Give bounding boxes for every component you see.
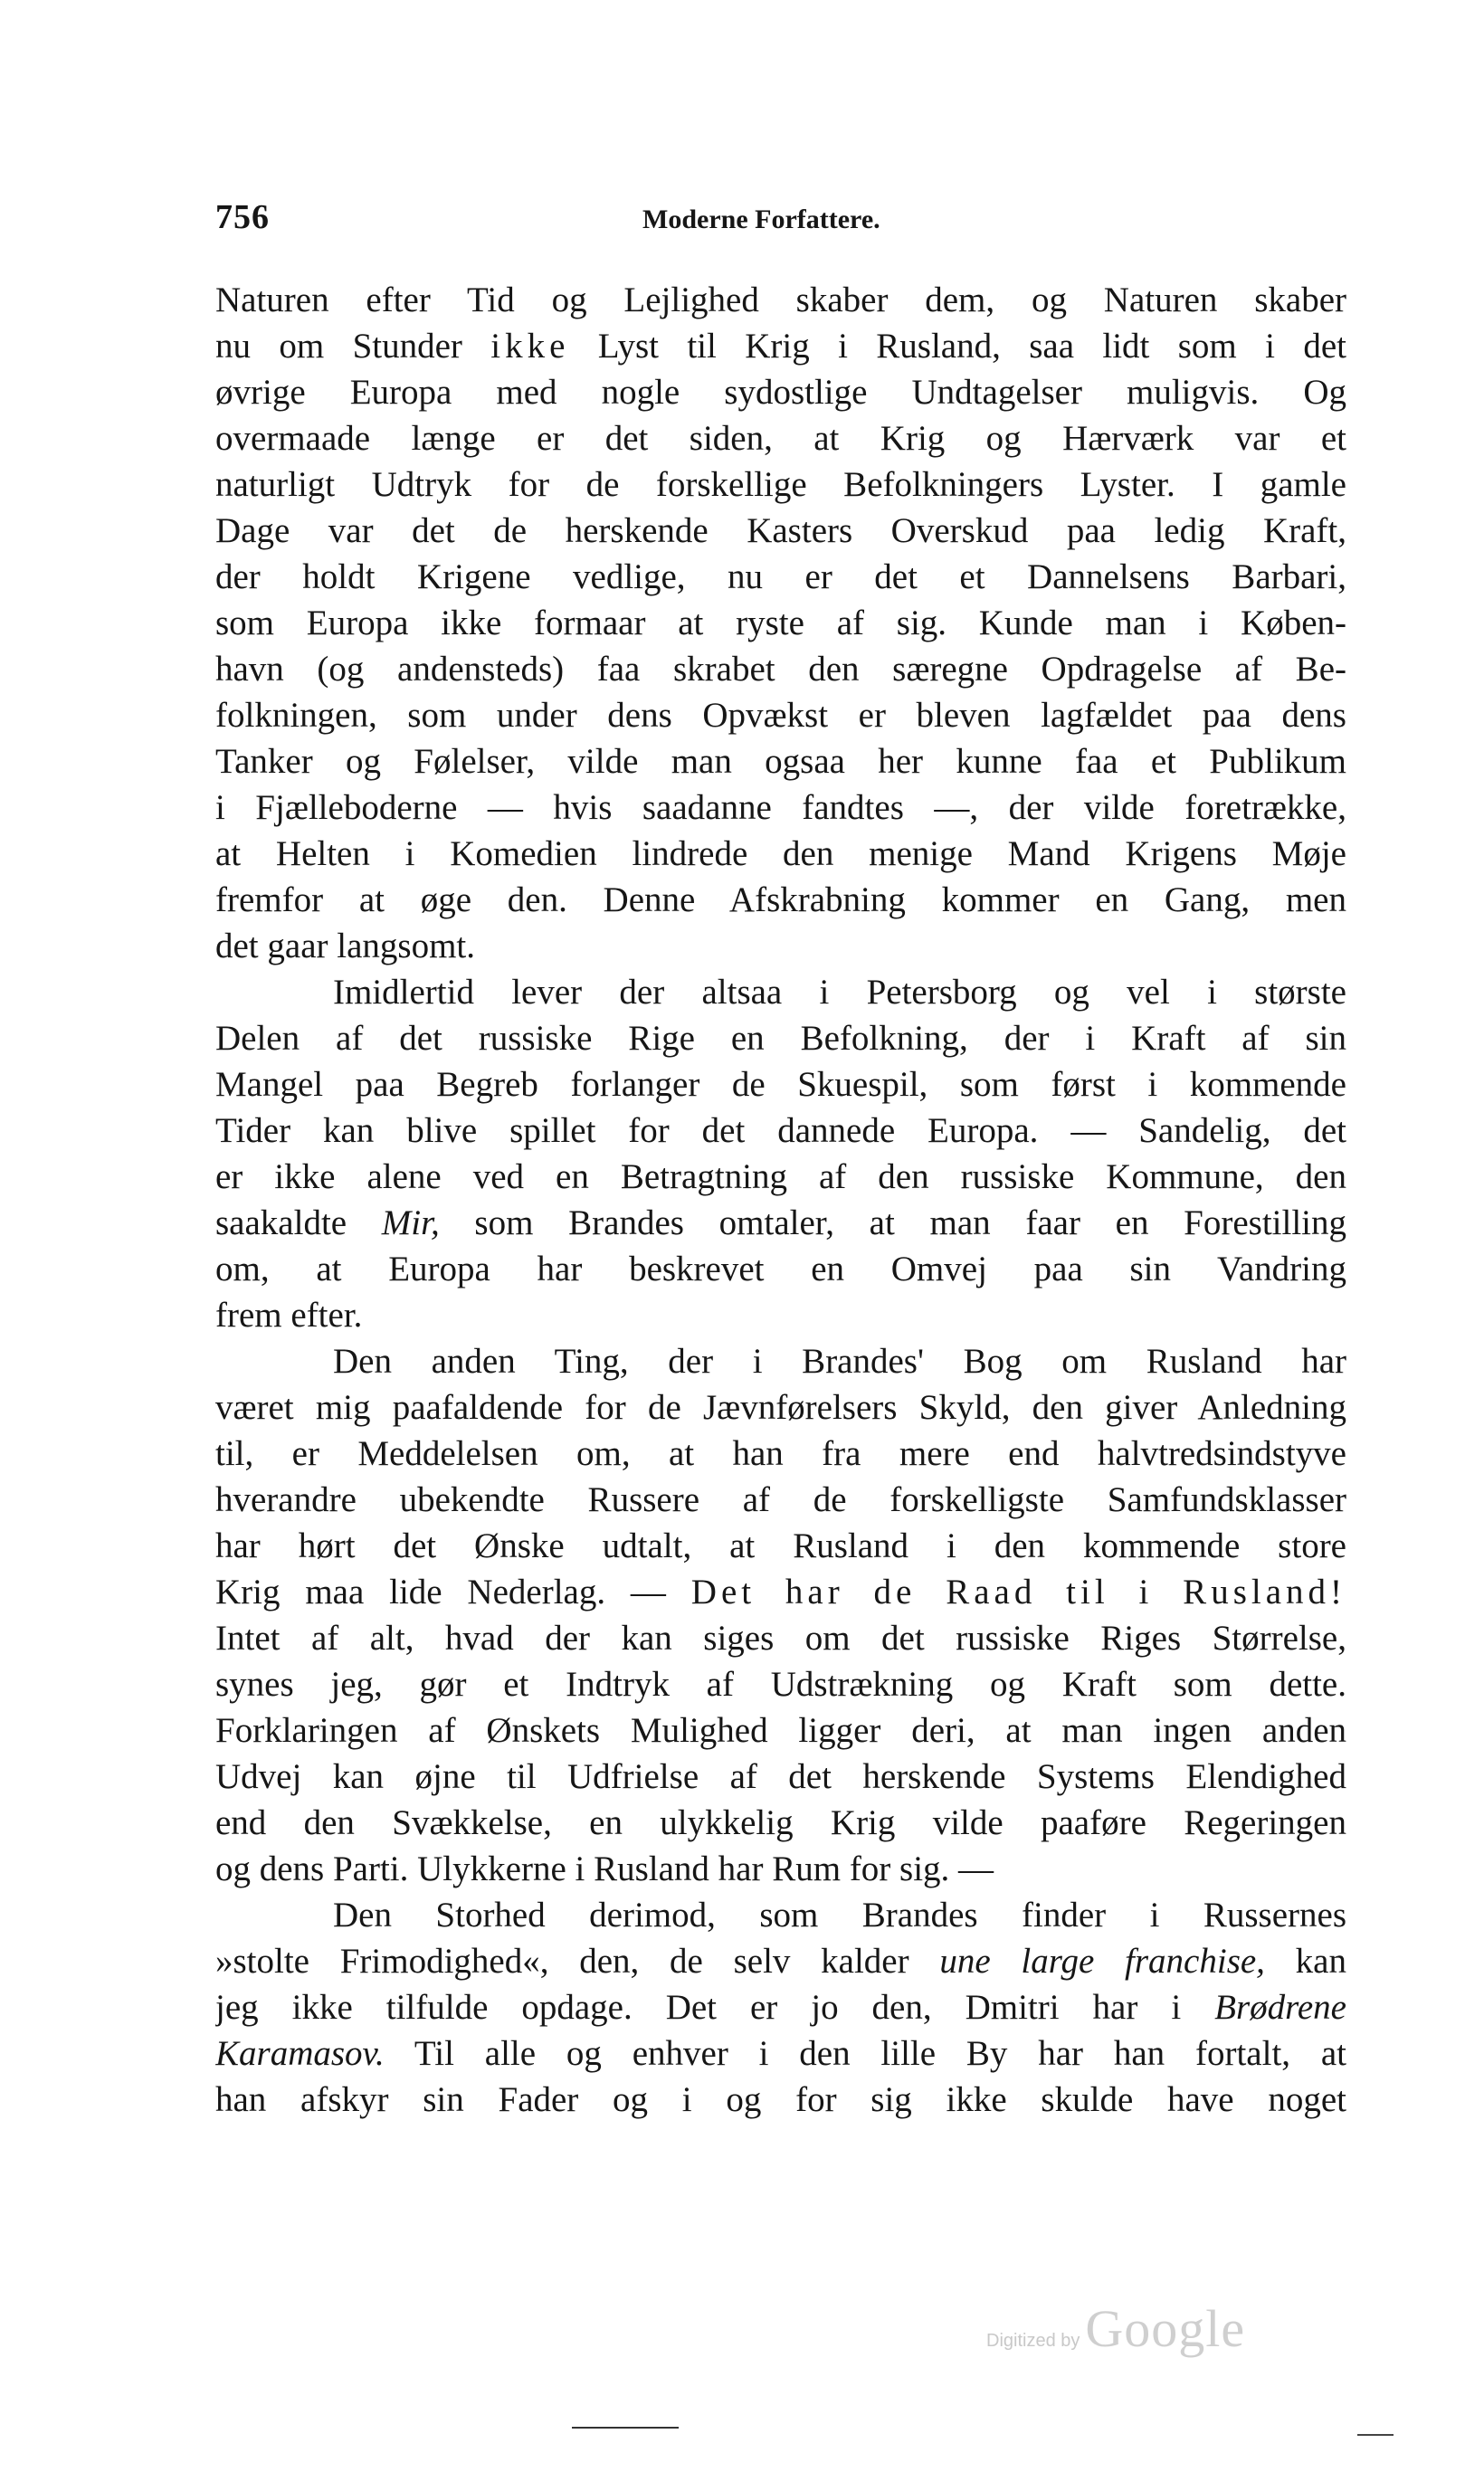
line-text: som Europa ikke formaar at ryste af sig. Kunde man i Køben- xyxy=(215,604,1346,642)
line-text: Naturen efter Tid og Lejlighed skaber dem, og Naturen skaber xyxy=(215,280,1346,319)
line-text: nu om Stunder xyxy=(215,327,491,366)
text-line xyxy=(215,415,1346,461)
text-line xyxy=(215,877,1346,923)
italic-text: Mir, xyxy=(381,1203,440,1242)
line-text: kan xyxy=(1264,1942,1346,1981)
line-text: folkningen, som under dens Opvækst er bleven lagfældet paa dens xyxy=(215,696,1346,735)
text-line xyxy=(215,1061,1346,1108)
line-text: saakaldte xyxy=(215,1203,382,1242)
line-text: Udvej kan øjne til Udfrielse af det herskende Systems Elendighed xyxy=(215,1757,1346,1796)
line-text: og dens Parti. Ulykkerne i Rusland har Rum for sig. — xyxy=(215,1849,994,1888)
line-text: synes jeg, gør et Indtryk af Udstrækning og Kraft som dette. xyxy=(215,1665,1346,1704)
google-watermark xyxy=(986,2298,1246,2358)
google-logo: Google xyxy=(1085,2299,1246,2358)
line-text: Intet af alt, hvad der kan siges om det russiske Riges Størrelse, xyxy=(215,1619,1346,1658)
text-line xyxy=(215,1938,1346,1984)
text-line xyxy=(215,461,1346,508)
watermark-caption: Digitized by xyxy=(986,2331,1080,2351)
text-line xyxy=(215,1892,1346,1938)
line-text: »stolte Frimodighed«, den, de selv kalder xyxy=(215,1942,940,1981)
footer-mark xyxy=(1357,2434,1394,2436)
text-line xyxy=(215,1246,1346,1292)
text-line xyxy=(215,2030,1346,2077)
text-line xyxy=(215,969,1346,1015)
text-line xyxy=(215,1431,1346,1477)
line-text: naturligt Udtryk for de forskellige Befolkningers Lyster. I gamle xyxy=(215,465,1346,504)
line-text: Imidlertid lever der altsaa i Petersborg og vel i største xyxy=(333,973,1346,1012)
line-text: der holdt Krigene vedlige, nu er det et Dannelsens Barbari, xyxy=(215,557,1346,596)
running-title: Moderne Forfattere. xyxy=(642,204,880,234)
text-line xyxy=(215,923,1346,969)
line-text: Delen af det russiske Rige en Befolkning, der i Kraft af sin xyxy=(215,1019,1346,1058)
line-text: været mig paafaldende for de Jævnførelsers Skyld, den giver Anledning xyxy=(215,1388,1346,1427)
text-line xyxy=(215,692,1346,738)
body-text xyxy=(215,277,1346,2123)
line-text: øvrige Europa med nogle sydostlige Undtagelser muligvis. Og xyxy=(215,373,1346,412)
line-text: Krig maa lide Nederlag. — xyxy=(215,1573,691,1612)
text-line xyxy=(215,1661,1346,1707)
text-line xyxy=(215,1015,1346,1061)
page-number: 756 xyxy=(215,198,270,236)
text-line xyxy=(215,277,1346,323)
text-line xyxy=(215,1200,1346,1246)
text-line xyxy=(215,1754,1346,1800)
line-text: er ikke alene ved en Betragtning af den russiske Kommune, den xyxy=(215,1157,1346,1196)
line-text: Den Storhed derimod, som Brandes finder i Russernes xyxy=(333,1896,1346,1935)
line-text: Lyst til Krig i Rusland, saa lidt som i det xyxy=(569,327,1346,366)
line-text: end den Svækkelse, en ulykkelig Krig vilde paaføre Regeringen xyxy=(215,1803,1346,1842)
line-text: som Brandes omtaler, at man faar en Forestilling xyxy=(439,1203,1346,1242)
line-text: Dage var det de herskende Kasters Overskud paa ledig Kraft, xyxy=(215,511,1346,550)
text-line xyxy=(215,1569,1346,1615)
text-line xyxy=(215,1108,1346,1154)
line-text: Tanker og Følelser, vilde man ogsaa her kunne faa et Publikum xyxy=(215,742,1346,781)
running-head xyxy=(215,197,1346,248)
text-line xyxy=(215,323,1346,369)
text-line xyxy=(215,1707,1346,1754)
text-line xyxy=(215,369,1346,415)
text-line xyxy=(215,1477,1346,1523)
line-text: han afskyr sin Fader og i og for sig ikke skulde have noget xyxy=(215,2080,1346,2119)
line-text: til, er Meddelelsen om, at han fra mere end halvtredsindstyve xyxy=(215,1434,1346,1473)
line-text: frem efter. xyxy=(215,1296,363,1335)
text-line xyxy=(215,508,1346,554)
line-text: i Fjælleboderne — hvis saadanne fandtes —, der vilde foretrække, xyxy=(215,788,1346,827)
line-text: har hørt det Ønske udtalt, at Rusland i den kommende store xyxy=(215,1526,1346,1565)
line-text: at Helten i Komedien lindrede den menige Mand Krigens Møje xyxy=(215,834,1346,873)
italic-text: une large franchise, xyxy=(939,1942,1265,1981)
footer-rule xyxy=(572,2427,679,2429)
text-line xyxy=(215,554,1346,600)
text-line xyxy=(215,1984,1346,2030)
line-text: Forklaringen af Ønskets Mulighed ligger deri, at man ingen anden xyxy=(215,1711,1346,1750)
spaced-text: ikke xyxy=(490,327,570,366)
text-line xyxy=(215,1384,1346,1431)
line-text: Mangel paa Begreb forlanger de Skuespil, som først i kommende xyxy=(215,1065,1346,1104)
line-text: om, at Europa har beskrevet en Omvej paa sin Vandring xyxy=(215,1250,1346,1288)
line-text: havn (og andensteds) faa skrabet den særegne Opdragelse af Be- xyxy=(215,650,1346,689)
line-text: Tider kan blive spillet for det dannede Europa. — Sandelig, det xyxy=(215,1111,1346,1150)
text-line xyxy=(215,1800,1346,1846)
text-line xyxy=(215,784,1346,831)
spaced-text: Det har de Raad til i Rusland! xyxy=(690,1573,1346,1612)
text-line xyxy=(215,1154,1346,1200)
text-line xyxy=(215,2077,1346,2123)
line-text: det gaar langsomt. xyxy=(215,927,475,965)
line-text: hverandre ubekendte Russere af de forskelligste Samfundsklasser xyxy=(215,1480,1346,1519)
text-line xyxy=(215,1615,1346,1661)
line-text: overmaade længe er det siden, at Krig og Hærværk var et xyxy=(215,419,1346,458)
text-line xyxy=(215,1846,1346,1892)
line-text: fremfor at øge den. Denne Afskrabning kommer en Gang, men xyxy=(215,880,1346,919)
line-text: Den anden Ting, der i Brandes' Bog om Rusland har xyxy=(333,1342,1346,1381)
text-line xyxy=(215,1523,1346,1569)
text-line xyxy=(215,1338,1346,1384)
line-text: jeg ikke tilfulde opdage. Det er jo den, Dmitri har i xyxy=(215,1988,1215,2027)
text-line xyxy=(215,1292,1346,1338)
italic-text: Brødrene xyxy=(1214,1988,1346,2027)
text-line xyxy=(215,831,1346,877)
italic-text: Karamasov. xyxy=(215,2034,385,2073)
text-line xyxy=(215,600,1346,646)
text-line xyxy=(215,738,1346,784)
text-line xyxy=(215,646,1346,692)
line-text: Til alle og enhver i den lille By har han fortalt, at xyxy=(384,2034,1346,2073)
